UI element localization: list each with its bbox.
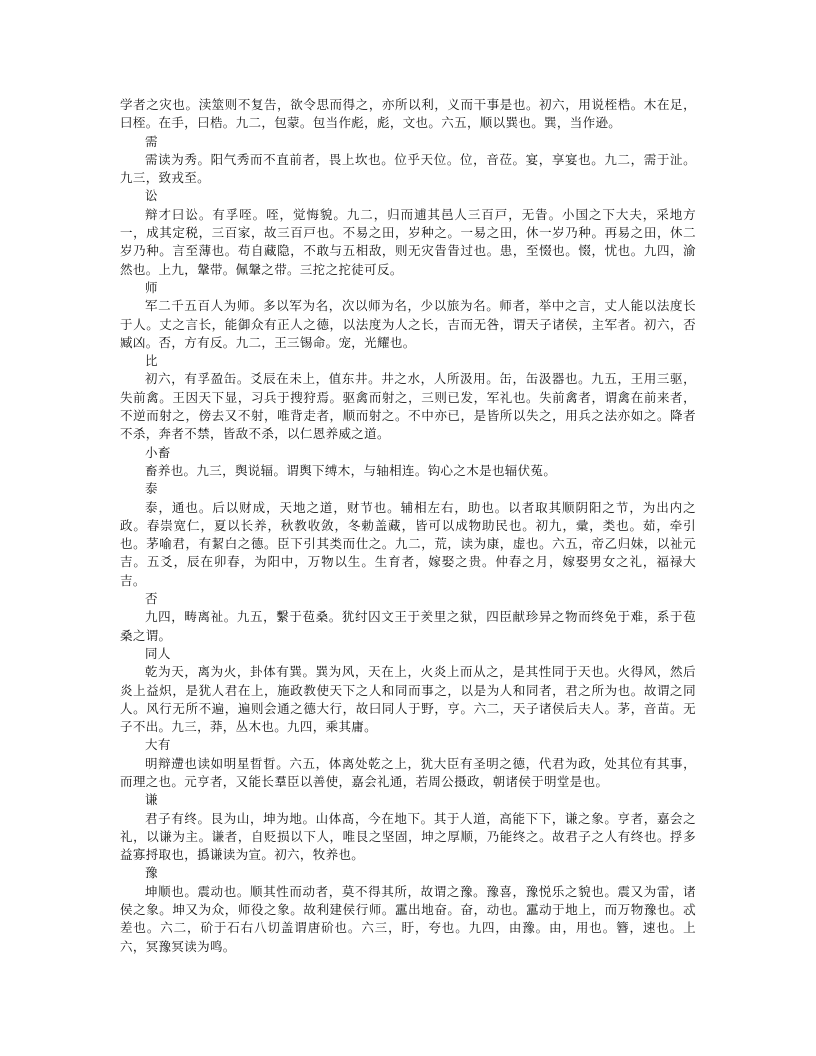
section-heading: 小畜 <box>145 444 171 460</box>
paragraph: 畜养也。九三，舆说辐。谓舆下缚木，与轴相连。钩心之木是也辐伏菟。 <box>145 462 557 478</box>
paragraph: 君子有终。艮为山，坤为地。山体髙，今在地下。其于人道，高能下下，谦之象。亨者，嘉会之礼，以谦为主。谦者，自贬损以下人，唯艮之坚固，坤之厚顺，乃能终之。故君子之人有终也。捊多益寡捋取也，撝谦读为宣。初六，牧养也。 <box>120 810 696 863</box>
paragraph: 军二千五百人为师。多以军为名，次以师为名，少以旅为名。师者，举中之言，丈人能以法度长于人。丈之言长，能御众有正人之德，以法度为人之长，吉而无咎，谓天子诸侯，主军者。初六，否臧凶。否，方有反。九二，王三锡命。宠，光耀也。 <box>120 298 696 350</box>
paragraph: 初六，有孚盈缶。爻辰在未上，值东井。井之水，人所汲用。缶，缶汲器也。九五，王用三驱，失前禽。王因天下显，习兵于搜狩焉。驱禽而射之，三则已发，军礼也。失前禽者，谓禽在前来者，不逆而射之，傍去又不射，唯背走者，顺而射之。不中亦已，是皆所以失之，用兵之法亦如之。降者不杀，奔者不禁，皆敌不杀，以仁恩养威之道。 <box>120 371 696 442</box>
section-heading: 否 <box>145 591 158 607</box>
section-heading: 谦 <box>145 792 158 808</box>
section-heading: 师 <box>145 279 158 295</box>
paragraph: 九四，畴离祉。九五，繫于苞桑。犹纣囚文王于羑里之狱，四臣献珍异之物而终免于难，系于苞桑之谓。 <box>120 609 696 643</box>
section-heading: 比 <box>145 353 158 369</box>
paragraph: 学者之灾也。渎筮则不复告，欲令思而得之，亦所以利，义而干事是也。初六，用说桎梏。木在足，曰桎。在手，曰梏。九二，包蒙。包当作彪，彪，文也。六五，顺以巽也。巽，当作逊。 <box>120 97 696 131</box>
document-page <box>120 96 696 956</box>
section-heading: 豫 <box>145 865 158 881</box>
paragraph: 需读为秀。阳气秀而不直前者，畏上坎也。位乎天位。位，音莅。宴，享宴也。九二，需于沚。九三，致戎至。 <box>120 151 696 186</box>
paragraph: 泰，通也。后以财成，天地之道，财节也。辅相左右，助也。以者取其顺阴阳之节，为出内之政。春崇宽仁，夏以长养，秋教收敛，冬勅盖藏，皆可以成物助民也。初九，彚，类也。茹，牵引也。茅喻君，有絜白之德。臣下引其类而仕之。九二，荒，读为康，虚也。六五，帝乙归妹，以祉元吉。五爻，辰在卯春，为阳中，万物以生。生育者，嫁娶之贵。仲春之月，嫁娶男女之礼，福禄大吉。 <box>120 499 696 588</box>
paragraph: 乾为天，离为火，卦体有巽。巽为风，天在上，火炎上而从之，是其性同于天也。火得风，然后炎上益炽，是犹人君在上，施政教使天下之人和同而事之，以是为人和同者，君之所为也。故谓之同人。风行无所不遍，遍则会通之德大行，故曰同人于野，亨。六二，天子诸侯后夫人。茅，音苗。无子不出。九三，莽，丛木也。九四，乘其庸。 <box>120 664 696 735</box>
paragraph: 坤顺也。震动也。顺其性而动者，莫不得其所，故谓之豫。豫喜，豫悦乐之貌也。震又为雷，诸侯之象。坤又为众，师役之象。故利建侯行师。靁出地奋。奋，动也。靁动于地上，而万物豫也。忒差也。六二，砎于石右八切盖谓唐砎也。六三，盱，夸也。九四，由豫。由，用也。簪，速也。上六，冥豫冥读为鸣。 <box>120 883 696 954</box>
paragraph: 辩才曰讼。有孚咥。咥，觉悔貌。九二，归而逋其邑人三百戸，无眚。小国之下大夫，采地方一，成其定税，三百家，故三百戸也。不易之田，岁种之。一易之田，休一岁乃种。再易之田，休二岁乃种。言至薄也。苟自藏隐，不敢与五相敌，则无灾眚眚过也。患，至惙也。惙，忧也。九四，渝然也。上九，鞶带。佩鞶之带。三拕之拕徒可反。 <box>120 206 696 277</box>
section-heading: 泰 <box>145 481 158 497</box>
section-heading: 大有 <box>145 737 171 753</box>
section-heading: 同人 <box>145 645 171 661</box>
paragraph: 明辩遰也读如明星晢晢。六五，体离处乾之上，犹大臣有圣明之德，代君为政，处其位有其事，而理之也。元亨者，又能长羣臣以善使，嘉会礼通，若周公摄政，朝诸侯于明堂是也。 <box>120 755 696 789</box>
section-heading: 需 <box>145 133 158 149</box>
section-heading: 讼 <box>145 188 158 204</box>
